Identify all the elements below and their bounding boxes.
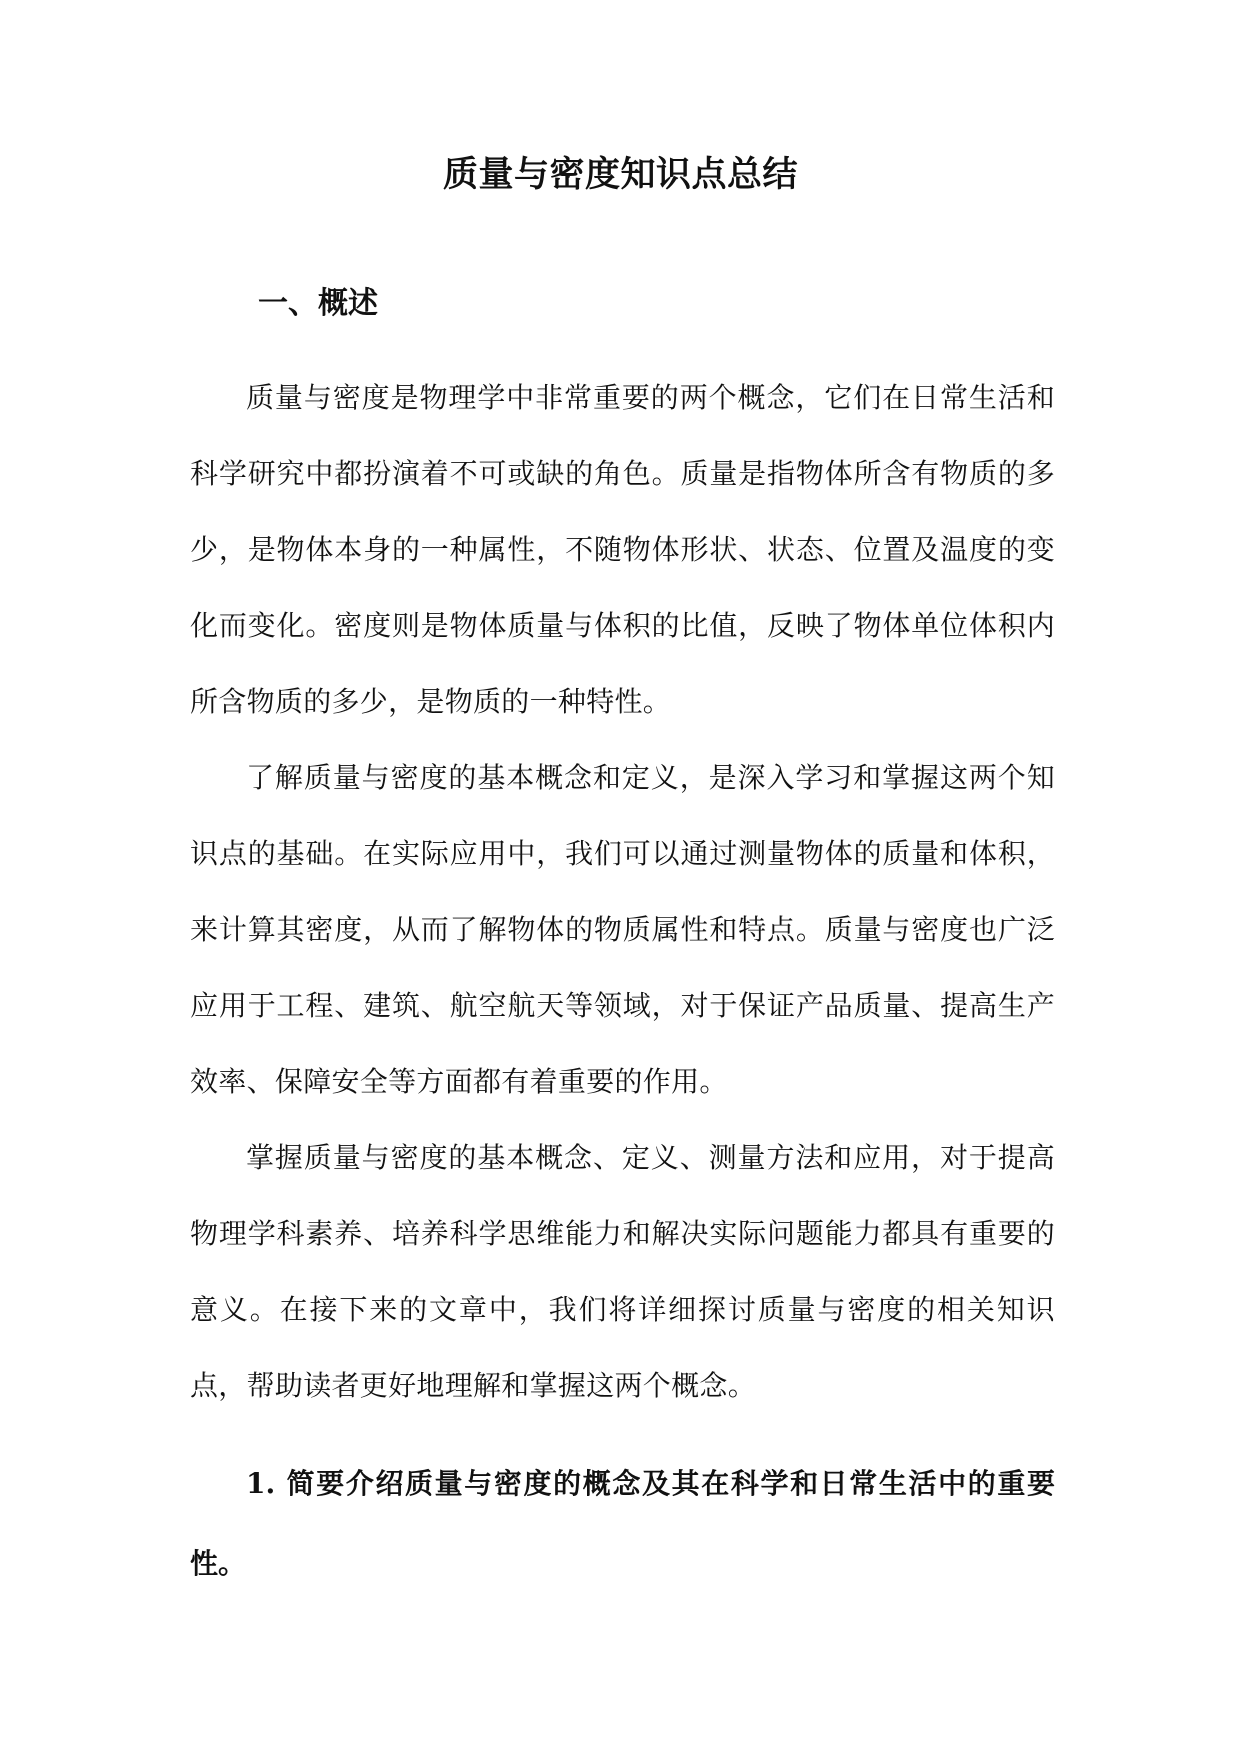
- section-heading-overview: 一、概述: [258, 286, 378, 321]
- paragraph-2: 了解质量与密度的基本概念和定义，是深入学习和掌握这两个知识点的基础。在实际应用中，我们可以通过测量物体的质量和体积，来计算其密度，从而了解物体的物质属性和特点。质量与密度也广泛应用于工程、建筑、航空航天等领域，对于保证产品质量、提高生产效率、保障安全等方面都有着重要的作用。: [190, 761, 1055, 1098]
- subheading-1: 1. 简要介绍质量与密度的概念及其在科学和日常生活中的重要性。: [190, 1467, 1055, 1580]
- document-body: [190, 360, 1055, 1424]
- paragraph-1: 质量与密度是物理学中非常重要的两个概念，它们在日常生活和科学研究中都扮演着不可或缺的角色。质量是指物体所含有物质的多少，是物体本身的一种属性，不随物体形状、状态、位置及温度的变化而变化。密度则是物体质量与体积的比值，反映了物体单位体积内所含物质的多少，是物质的一种特性。: [190, 381, 1055, 718]
- page-title: 质量与密度知识点总结: [442, 154, 798, 195]
- paragraph-3: 掌握质量与密度的基本概念、定义、测量方法和应用，对于提高物理学科素养、培养科学思维能力和解决实际问题能力都具有重要的意义。在接下来的文章中，我们将详细探讨质量与密度的相关知识点，帮助读者更好地理解和掌握这两个概念。: [190, 1141, 1055, 1402]
